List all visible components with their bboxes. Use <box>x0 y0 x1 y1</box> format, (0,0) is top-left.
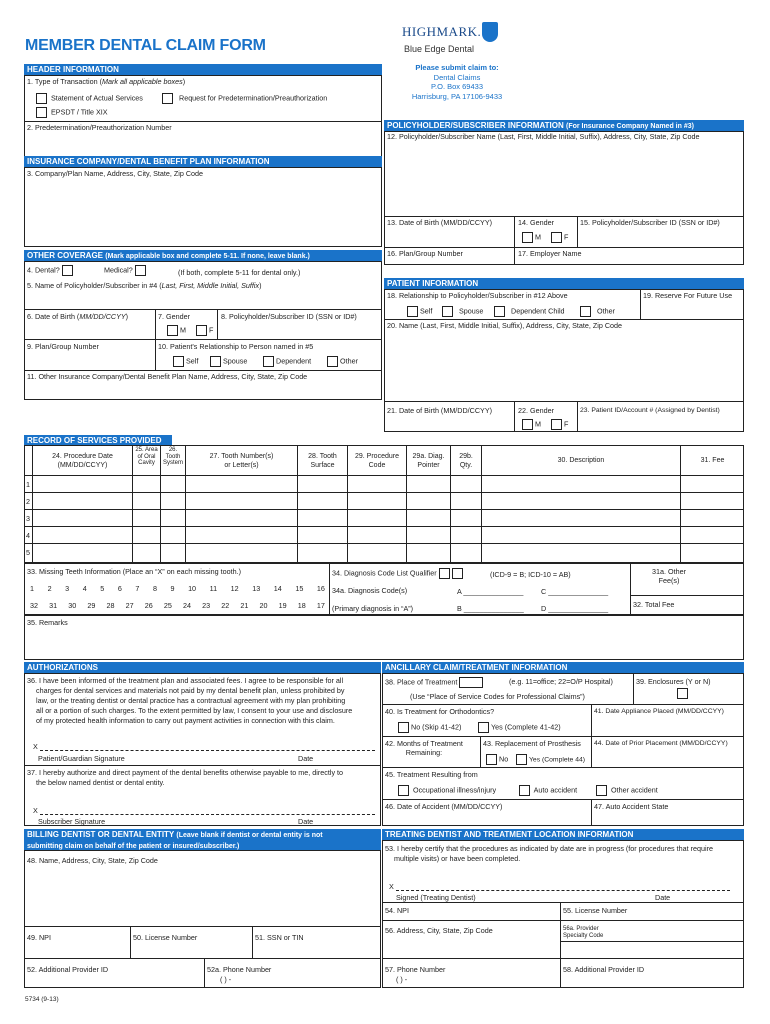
pat-spouse-checkbox[interactable] <box>442 306 453 317</box>
tooth-6[interactable]: 6 <box>117 584 122 593</box>
field-36-line-5: of my protected health information to carry out payment activities in connection with this claim. <box>36 716 335 725</box>
field-5-label: 5. Name of Policyholder/Subscriber in #4 (Last, First, Middle Initial, Suffix) <box>27 281 262 290</box>
field-33-label: 33. Missing Teeth Information (Place an “X” on each missing tooth.) <box>27 567 241 576</box>
row-1: 1 <box>26 480 30 489</box>
request-option[interactable]: Request for Predetermination/Preauthorization <box>162 93 327 104</box>
diag-code-d[interactable]: D _______________ <box>541 604 609 613</box>
prosthesis-yes-option[interactable]: Yes (Complete 44) <box>516 754 585 765</box>
field-41-label: 41. Date Appliance Placed (MM/DD/CCYY) <box>594 708 724 715</box>
field-46-label: 46. Date of Accident (MM/DD/CCYY) <box>385 802 503 811</box>
form-number: 5734 (9-13) <box>25 996 59 1003</box>
lower-teeth-row[interactable] <box>30 601 325 610</box>
primary-note: (Primary diagnosis in “A”) <box>332 604 414 613</box>
col-procedure-date: 24. Procedure Date (MM/DD/CCYY) <box>52 453 113 469</box>
tooth-23[interactable]: 23 <box>202 601 211 610</box>
diag-code-b[interactable]: B _______________ <box>457 604 524 613</box>
sig1-date-label: Date <box>298 754 314 763</box>
field-49-label: 49. NPI <box>27 933 51 942</box>
dental-checkbox[interactable] <box>62 265 73 276</box>
treating-x: X <box>389 882 394 891</box>
rel-dependent-checkbox[interactable] <box>263 356 274 367</box>
field-45-label: 45. Treatment Resulting from <box>385 770 478 779</box>
tooth-12[interactable]: 12 <box>230 584 239 593</box>
rel-self-checkbox[interactable] <box>173 356 184 367</box>
rel-other-checkbox[interactable] <box>327 356 338 367</box>
field-10-label: 10. Patient's Relationship to Person named in #5 <box>158 342 314 351</box>
tooth-11[interactable]: 11 <box>209 584 218 593</box>
field-43-label: 43. Replacement of Prosthesis <box>483 739 581 748</box>
row-4: 4 <box>26 531 30 540</box>
prosthesis-no-checkbox[interactable] <box>486 754 497 765</box>
field-38-use: (Use “Place of Service Codes for Professional Claims”) <box>410 692 585 701</box>
field-37-line-1: 37. I hereby authorize and direct payment of the dental benefits otherwise payable to me, directly to <box>27 768 344 777</box>
icd-note: (ICD-9 = B; ICD-10 = AB) <box>490 570 571 579</box>
tooth-4[interactable]: 4 <box>82 584 87 593</box>
tooth-1[interactable]: 1 <box>30 584 34 593</box>
field-40-label: 40. Is Treatment for Orthodontics? <box>385 707 495 716</box>
ortho-no-checkbox[interactable] <box>398 722 409 733</box>
field-2-label: 2. Predetermination/Preauthorization Number <box>27 123 172 132</box>
tooth-32[interactable]: 32 <box>30 601 38 610</box>
pat-dependent-checkbox[interactable] <box>494 306 505 317</box>
diag-code-c[interactable]: C _______________ <box>541 587 609 596</box>
treating-date-label: Date <box>655 893 671 902</box>
billing-bar: BILLING DENTIST OR DENTAL ENTITY (Leave blank if dentist or dental entity is not submitting claim on behalf of the patient or insured/subscriber.) <box>24 829 381 850</box>
field-11-label: 11. Other Insurance Company/Dental Benefit Plan Name, Address, City, State, Zip Code <box>27 372 308 381</box>
field-44-label: 44. Date of Prior Placement (MM/DD/CCYY) <box>594 740 728 747</box>
treating-bar: TREATING DENTIST AND TREATMENT LOCATION INFORMATION <box>382 829 744 840</box>
submit-heading: Please submit claim to: <box>415 63 499 72</box>
field-23-label: 23. Patient ID/Account # (Assigned by Dentist) <box>580 407 720 414</box>
submit-line1: Dental Claims <box>433 72 481 82</box>
field-15-label: 15. Policyholder/Subscriber ID (SSN or ID#) <box>580 218 720 227</box>
submit-line3: Harrisburg, PA 17106-9433 <box>411 91 503 101</box>
tooth-26[interactable]: 26 <box>144 601 153 610</box>
other-gender-m-option[interactable]: M <box>167 325 186 336</box>
insurance-section <box>24 167 382 247</box>
col-procedure-code: 29. Procedure Code <box>355 453 399 469</box>
upper-teeth-row[interactable] <box>30 584 325 593</box>
field-1-label: 1. Type of Transaction (Mark all applicable boxes) <box>27 77 186 86</box>
tooth-18[interactable]: 18 <box>297 601 306 610</box>
field-18-label: 18. Relationship to Policyholder/Subscriber in #12 Above <box>387 291 568 300</box>
row-3: 3 <box>26 514 30 523</box>
pat-gender-f-option[interactable]: F <box>551 419 568 430</box>
other-accident-option[interactable]: Other accident <box>596 785 658 796</box>
field-3-label: 3. Company/Plan Name, Address, City, State, Zip Code <box>27 169 204 178</box>
field-8-label: 8. Policyholder/Subscriber ID (SSN or ID#) <box>221 312 357 321</box>
gender-m-option[interactable]: M <box>522 232 541 243</box>
other-coverage-bar: OTHER COVERAGE (Mark applicable box and complete 5-11. If none, leave blank.) <box>24 250 382 261</box>
statement-option[interactable]: Statement of Actual Services <box>36 93 143 104</box>
other-gender-f-option[interactable]: F <box>196 325 213 336</box>
both-note: (If both, complete 5-11 for dental only.) <box>178 268 301 277</box>
ortho-yes-option[interactable]: Yes (Complete 41-42) <box>478 722 561 733</box>
field-7-label: 7. Gender <box>158 312 190 321</box>
highmark-logo <box>392 20 502 60</box>
rel-other-option[interactable]: Other <box>327 356 358 367</box>
field-16-label: 16. Plan/Group Number <box>387 249 463 258</box>
other-gender-f-checkbox[interactable] <box>196 325 207 336</box>
tooth-21[interactable]: 21 <box>240 601 249 610</box>
form-title: MEMBER DENTAL CLAIM FORM <box>25 37 266 54</box>
qualifier-box-1[interactable] <box>439 568 450 579</box>
pat-self-checkbox[interactable] <box>407 306 418 317</box>
patient-bar: PATIENT INFORMATION <box>384 278 744 289</box>
services-bar: RECORD OF SERVICES PROVIDED <box>24 435 172 446</box>
submit-line2: P.O. Box 69433 <box>431 82 483 91</box>
logo-brand: HIGHMARK. <box>402 24 482 39</box>
field-48-label: 48. Name, Address, City, State, Zip Code <box>27 856 158 865</box>
field-9-label: 9. Plan/Group Number <box>27 342 99 351</box>
tooth-20[interactable]: 20 <box>259 601 268 610</box>
tooth-9[interactable]: 9 <box>170 584 175 593</box>
col-fee: 31. Fee <box>700 457 725 464</box>
field-56-label: 56. Address, City, State, Zip Code <box>385 926 493 935</box>
other-gender-m-checkbox[interactable] <box>167 325 178 336</box>
statement-checkbox[interactable] <box>36 93 47 104</box>
field-4-label[interactable]: 4. Dental? <box>27 265 75 276</box>
pat-other-checkbox[interactable] <box>580 306 591 317</box>
pat-spouse-option[interactable]: Spouse <box>442 306 483 317</box>
field-53-line-1: 53. I hereby certify that the procedures as indicated by date are in progress (for procedures that require <box>385 844 714 853</box>
field-54-label: 54. NPI <box>385 906 409 915</box>
tooth-22[interactable]: 22 <box>221 601 230 610</box>
rel-dependent-option[interactable]: Dependent <box>263 356 311 367</box>
field-17-label: 17. Employer Name <box>518 249 582 258</box>
medical-checkbox[interactable] <box>135 265 146 276</box>
col-diag-pointer: 29a. Diag. Pointer <box>412 453 445 469</box>
ortho-yes-checkbox[interactable] <box>478 722 489 733</box>
field-36-line-4: all or a portion of such charges. To the extent permitted by law, I consent to your use and disclosure <box>36 706 353 715</box>
field-56a-label: 56a. Provider Specialty Code <box>563 926 604 939</box>
sig1-label: Patient/Guardian Signature <box>38 754 125 763</box>
field-47-label: 47. Auto Accident State <box>594 802 669 811</box>
field-13-label: 13. Date of Birth (MM/DD/CCYY) <box>387 218 493 227</box>
auto-checkbox[interactable] <box>519 785 530 796</box>
billing-phone[interactable]: ( ) - <box>220 975 232 984</box>
field-22-label: 22. Gender <box>518 406 554 415</box>
policyholder-bar: POLICYHOLDER/SUBSCRIBER INFORMATION (For Insurance Company Named in #3) <box>384 120 744 131</box>
field-34-label[interactable]: 34. Diagnosis Code List Qualifier <box>332 568 465 579</box>
field-53-line-2: multiple visits) or have been completed. <box>394 854 521 863</box>
diag-code-a[interactable]: A _______________ <box>457 587 524 596</box>
ortho-no-option[interactable]: No (Skip 41-42) <box>398 722 461 733</box>
field-58-label: 58. Additional Provider ID <box>563 965 645 974</box>
tooth-31[interactable]: 31 <box>49 601 58 610</box>
sig2-line[interactable] <box>40 814 375 815</box>
pat-other-option[interactable]: Other <box>580 306 615 317</box>
tooth-29[interactable]: 29 <box>87 601 96 610</box>
insurance-bar: INSURANCE COMPANY/DENTAL BENEFIT PLAN INFORMATION <box>24 156 382 167</box>
field-19-label: 19. Reserve For Future Use <box>643 291 733 300</box>
tooth-30[interactable]: 30 <box>68 601 77 610</box>
gender-f-checkbox[interactable] <box>551 232 562 243</box>
field-20-label: 20. Name (Last, First, Middle Initial, Suffix), Address, City, State, Zip Code <box>387 321 623 330</box>
col-tooth-number: 27. Tooth Number(s) or Letter(s) <box>209 453 274 469</box>
field-35-label: 35. Remarks <box>27 618 68 627</box>
tooth-8[interactable]: 8 <box>152 584 157 593</box>
tooth-19[interactable]: 19 <box>278 601 287 610</box>
field-37-line-2: the below named dentist or dental entity. <box>36 778 165 787</box>
epsdt-option[interactable]: EPSDT / Title XIX <box>36 107 108 118</box>
field-51-label: 51. SSN or TIN <box>255 933 304 942</box>
gender-m-checkbox[interactable] <box>522 232 533 243</box>
field-38-eg: (e.g. 11=office; 22=O/P Hospital) <box>509 677 613 686</box>
other-accident-checkbox[interactable] <box>596 785 607 796</box>
field-36-line-3: law, or the treating dentist or dental practice has a contractual agreement with my plan prohibiting <box>36 696 346 705</box>
field-36-line-2: charges for dental services and materials not paid by my dental benefit plan, unless prohibited by <box>36 686 345 695</box>
tooth-17[interactable]: 17 <box>316 601 325 610</box>
tooth-13[interactable]: 13 <box>252 584 261 593</box>
treating-sig-label: Signed (Treating Dentist) <box>396 893 476 902</box>
field-52-label: 52. Additional Provider ID <box>27 965 109 974</box>
tooth-10[interactable]: 10 <box>188 584 197 593</box>
logo-sub: Blue Edge Dental <box>404 44 475 54</box>
row-2: 2 <box>26 497 30 506</box>
treating-phone[interactable]: ( ) - <box>396 975 408 984</box>
medical-option[interactable]: Medical? <box>104 265 148 276</box>
field-36-text <box>27 676 352 726</box>
tooth-14[interactable]: 14 <box>273 584 282 593</box>
request-checkbox[interactable] <box>162 93 173 104</box>
enclosures-option[interactable] <box>677 688 690 699</box>
enclosures-checkbox[interactable] <box>677 688 688 699</box>
place-box-1[interactable] <box>459 677 483 688</box>
col-tooth-surface: 28. Tooth Surface <box>308 453 337 469</box>
pat-gender-m-checkbox[interactable] <box>522 419 533 430</box>
epsdt-checkbox[interactable] <box>36 107 47 118</box>
tooth-3[interactable]: 3 <box>65 584 70 593</box>
field-57-label: 57. Phone Number <box>385 965 446 974</box>
field-14-label: 14. Gender <box>518 218 554 227</box>
tooth-27[interactable]: 27 <box>125 601 134 610</box>
field-31a-label: 31a. Other Fee(s) <box>652 567 686 585</box>
field-50-label: 50. License Number <box>133 933 198 942</box>
tooth-15[interactable]: 15 <box>295 584 304 593</box>
field-53-text <box>385 844 713 864</box>
col-tooth-system: 26. Tooth System <box>162 447 183 466</box>
prosthesis-no-option[interactable]: No <box>486 754 508 765</box>
field-42-label: 42. Months of Treatment Remaining: <box>385 739 463 757</box>
col-description: 30. Description <box>557 457 605 464</box>
header-info-bar: HEADER INFORMATION <box>24 64 382 75</box>
auto-option[interactable]: Auto accident <box>519 785 577 796</box>
tooth-16[interactable]: 16 <box>316 584 325 593</box>
sig2-x: X <box>33 806 38 815</box>
occ-option[interactable]: Occupational illness/injury <box>398 785 496 796</box>
occ-checkbox[interactable] <box>398 785 409 796</box>
rel-spouse-option[interactable]: Spouse <box>210 356 247 367</box>
col-qty: 29b. Qty. <box>459 453 473 469</box>
pat-gender-f-checkbox[interactable] <box>551 419 562 430</box>
prosthesis-yes-checkbox[interactable] <box>516 754 527 765</box>
tooth-2[interactable]: 2 <box>47 584 52 593</box>
rel-self-option[interactable]: Self <box>173 356 198 367</box>
sig2-date-label: Date <box>298 817 314 826</box>
tooth-25[interactable]: 25 <box>163 601 172 610</box>
field-6-label: 6. Date of Birth (MM/DD/CCYY) <box>27 312 129 321</box>
col-area: 25. Area of Oral Cavity <box>135 447 158 466</box>
shield-icon <box>482 22 498 42</box>
tooth-7[interactable]: 7 <box>135 584 140 593</box>
tooth-24[interactable]: 24 <box>183 601 191 610</box>
tooth-28[interactable]: 28 <box>106 601 115 610</box>
gender-f-option[interactable]: F <box>551 232 568 243</box>
qualifier-box-2[interactable] <box>452 568 463 579</box>
treating-sig-line[interactable] <box>396 890 730 891</box>
sig2-label: Subscriber Signature <box>38 817 106 826</box>
row-5: 5 <box>26 548 30 557</box>
field-39-label: 39. Enclosures (Y or N) <box>636 677 711 686</box>
auth-bar: AUTHORIZATIONS <box>24 662 381 673</box>
field-21-label: 21. Date of Birth (MM/DD/CCYY) <box>387 406 493 415</box>
pat-gender-m-option[interactable]: M <box>522 419 541 430</box>
rel-spouse-checkbox[interactable] <box>210 356 221 367</box>
field-37-text <box>27 768 343 788</box>
sig1-line[interactable] <box>40 750 375 751</box>
field-34a-label: 34a. Diagnosis Code(s) <box>332 586 408 595</box>
tooth-5[interactable]: 5 <box>100 584 105 593</box>
policyholder-section <box>384 131 744 265</box>
field-12-label: 12. Policyholder/Subscriber Name (Last, First, Middle Initial, Suffix), Address, City, State, Zip Code <box>387 132 700 141</box>
pat-dependent-option[interactable]: Dependent Child <box>494 306 565 317</box>
field-38-label[interactable]: 38. Place of Treatment <box>385 677 485 688</box>
field-55-label: 55. License Number <box>563 906 628 915</box>
remarks-section[interactable] <box>24 615 744 660</box>
pat-self-option[interactable]: Self <box>407 306 432 317</box>
field-36-line-1: 36. I have been informed of the treatment plan and associated fees. I agree to be responsible for all <box>27 676 344 685</box>
sig1-x: X <box>33 742 38 751</box>
submit-address <box>392 63 522 101</box>
field-52a-label: 52a. Phone Number <box>207 965 272 974</box>
field-32-label: 32. Total Fee <box>633 600 675 609</box>
ancillary-bar: ANCILLARY CLAIM/TREATMENT INFORMATION <box>382 662 744 673</box>
